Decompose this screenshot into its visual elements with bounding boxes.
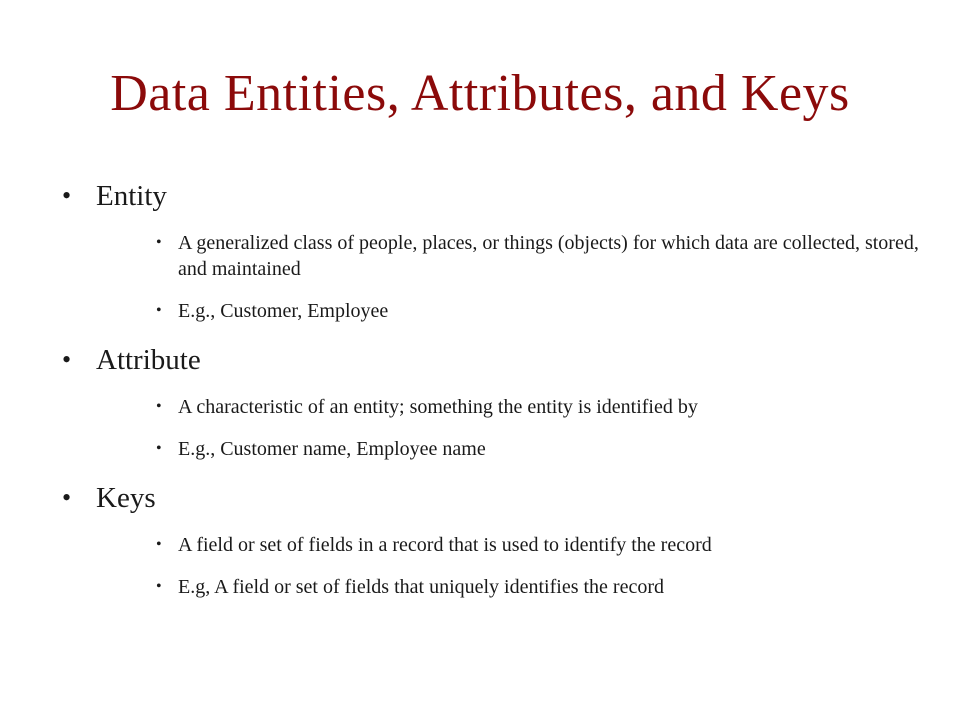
sub-bullet-item — [156, 574, 920, 600]
sub-bullet-item — [156, 230, 920, 282]
bullet-list — [60, 176, 920, 616]
bullet-item-keys — [60, 478, 920, 518]
sub-bullet-text: E.g, A field or set of fields that uniquely identifies the record — [178, 576, 664, 598]
sub-bullet-text: E.g., Customer, Employee — [178, 300, 389, 322]
sub-bullet-list — [156, 394, 920, 462]
bullet-icon: • — [156, 578, 162, 595]
sub-bullet-text: A characteristic of an entity; something the entity is identified by — [178, 396, 698, 418]
sub-bullet-text: A field or set of fields in a record that is used to identify the record — [178, 534, 712, 556]
sub-bullet-item — [156, 436, 920, 462]
bullet-item-attribute — [60, 340, 920, 380]
bullet-icon: • — [156, 440, 162, 457]
sub-bullet-list — [156, 230, 920, 324]
bullet-icon: • — [62, 181, 72, 210]
sub-bullet-item — [156, 532, 920, 558]
slide-title: Data Entities, Attributes, and Keys — [110, 65, 850, 122]
bullet-item-entity — [60, 176, 920, 216]
sub-bullet-item — [156, 298, 920, 324]
sub-bullet-text: A generalized class of people, places, or things (objects) for which data are collected, stored, and maintained — [178, 232, 919, 280]
bullet-label: Attribute — [96, 344, 201, 376]
sub-bullet-text: E.g., Customer name, Employee name — [178, 438, 486, 460]
bullet-icon: • — [156, 398, 162, 415]
bullet-icon: • — [156, 302, 162, 319]
bullet-icon: • — [62, 483, 72, 512]
sub-bullet-item — [156, 394, 920, 420]
sub-bullet-list — [156, 532, 920, 600]
bullet-label: Entity — [96, 180, 167, 212]
bullet-icon: • — [62, 345, 72, 374]
bullet-label: Keys — [96, 482, 156, 514]
bullet-icon: • — [156, 536, 162, 553]
bullet-icon: • — [156, 234, 162, 251]
